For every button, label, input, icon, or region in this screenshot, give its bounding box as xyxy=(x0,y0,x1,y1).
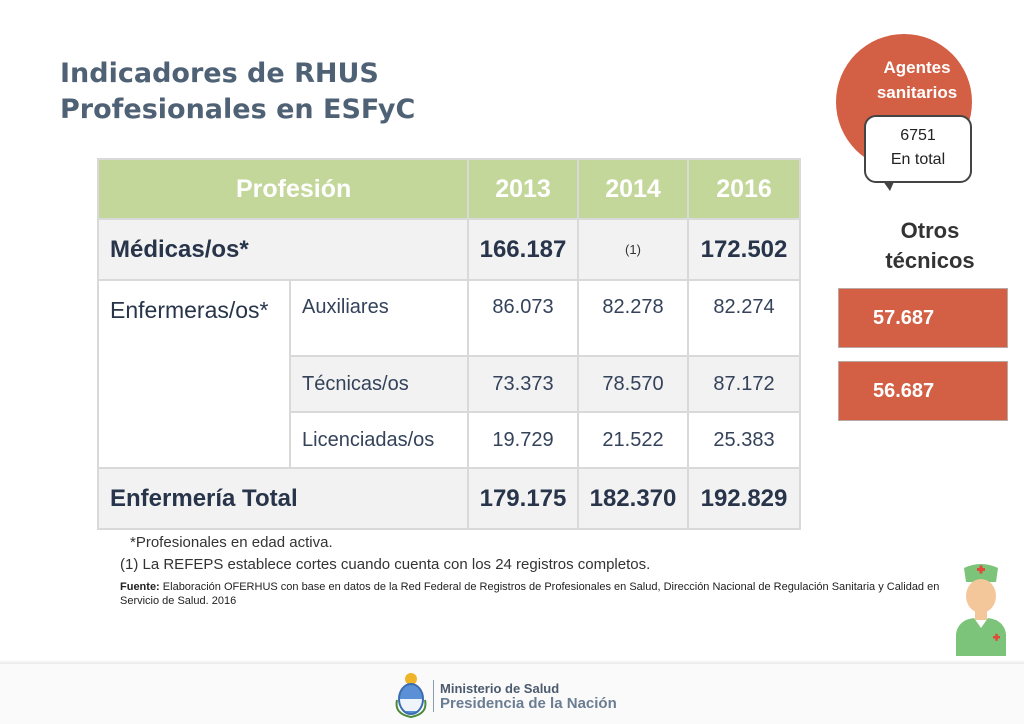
source-label: Fuente: xyxy=(120,581,160,593)
row-tecnicas-2014: 78.570 xyxy=(579,357,687,411)
source-text: Elaboración OFERHUS con base en datos de la Red Federal de Registros de Profesionales en Salud, Dirección Nacional de Regulación Sanitaria y Calidad en Servicio de Salud. 2016 xyxy=(120,581,940,607)
logo-separator xyxy=(433,680,434,712)
row-auxiliares-label: Auxiliares xyxy=(291,281,467,355)
agentes-count: 6751 xyxy=(900,127,936,144)
header-2014: 2014 xyxy=(579,160,687,218)
argentina-coat-of-arms-logo xyxy=(394,670,428,718)
row-total-label: Enfermería Total xyxy=(99,469,467,528)
note-edad-activa: *Profesionales en edad activa. xyxy=(130,534,333,551)
row-medicas-2013: 166.187 xyxy=(469,220,577,279)
row-licenciadas-2013: 19.729 xyxy=(469,413,577,467)
header-profesion: Profesión xyxy=(99,160,467,218)
page-title-line1: Indicadores de RHUS xyxy=(60,58,379,89)
row-total-2016: 192.829 xyxy=(689,469,799,528)
page-title xyxy=(60,56,580,128)
row-tecnicas-label: Técnicas/os xyxy=(291,357,467,411)
row-auxiliares-2013: 86.073 xyxy=(469,281,577,355)
header-2013: 2013 xyxy=(469,160,577,218)
otros-tecnicos-title: Otros técnicos xyxy=(885,218,975,273)
row-licenciadas-2014: 21.522 xyxy=(579,413,687,467)
row-total-2014: 182.370 xyxy=(579,469,687,528)
row-medicas-2014: (1) xyxy=(579,220,687,279)
otros-value-1: 57.687 xyxy=(838,288,1008,348)
ministry-name: Ministerio de Salud xyxy=(440,681,560,696)
note-refeps: (1) La REFEPS establece cortes cuando cuenta con los 24 registros completos. xyxy=(120,556,651,573)
source-note xyxy=(120,580,950,608)
page-title-line2: Profesionales en ESFyC xyxy=(60,94,416,125)
indicadores-table xyxy=(97,158,801,530)
row-tecnicas-2016: 87.172 xyxy=(689,357,799,411)
row-auxiliares-2016: 82.274 xyxy=(689,281,799,355)
nurse-icon xyxy=(950,562,1012,656)
row-total-2013: 179.175 xyxy=(469,469,577,528)
header-2016: 2016 xyxy=(689,160,799,218)
row-licenciadas-2016: 25.383 xyxy=(689,413,799,467)
row-enfermeras-label: Enfermeras/os* xyxy=(99,281,289,467)
row-tecnicas-2013: 73.373 xyxy=(469,357,577,411)
row-medicas-2016: 172.502 xyxy=(689,220,799,279)
agentes-count-label: En total xyxy=(890,151,946,168)
row-licenciadas-label: Licenciadas/os xyxy=(291,413,467,467)
otros-value-2: 56.687 xyxy=(838,361,1008,421)
row-auxiliares-2014: 82.278 xyxy=(579,281,687,355)
agentes-title: Agentes sanitarios xyxy=(876,58,958,102)
presidency-name: Presidencia de la Nación xyxy=(440,695,617,712)
row-medicas-label: Médicas/os* xyxy=(99,220,467,279)
agentes-bubble xyxy=(864,115,972,183)
